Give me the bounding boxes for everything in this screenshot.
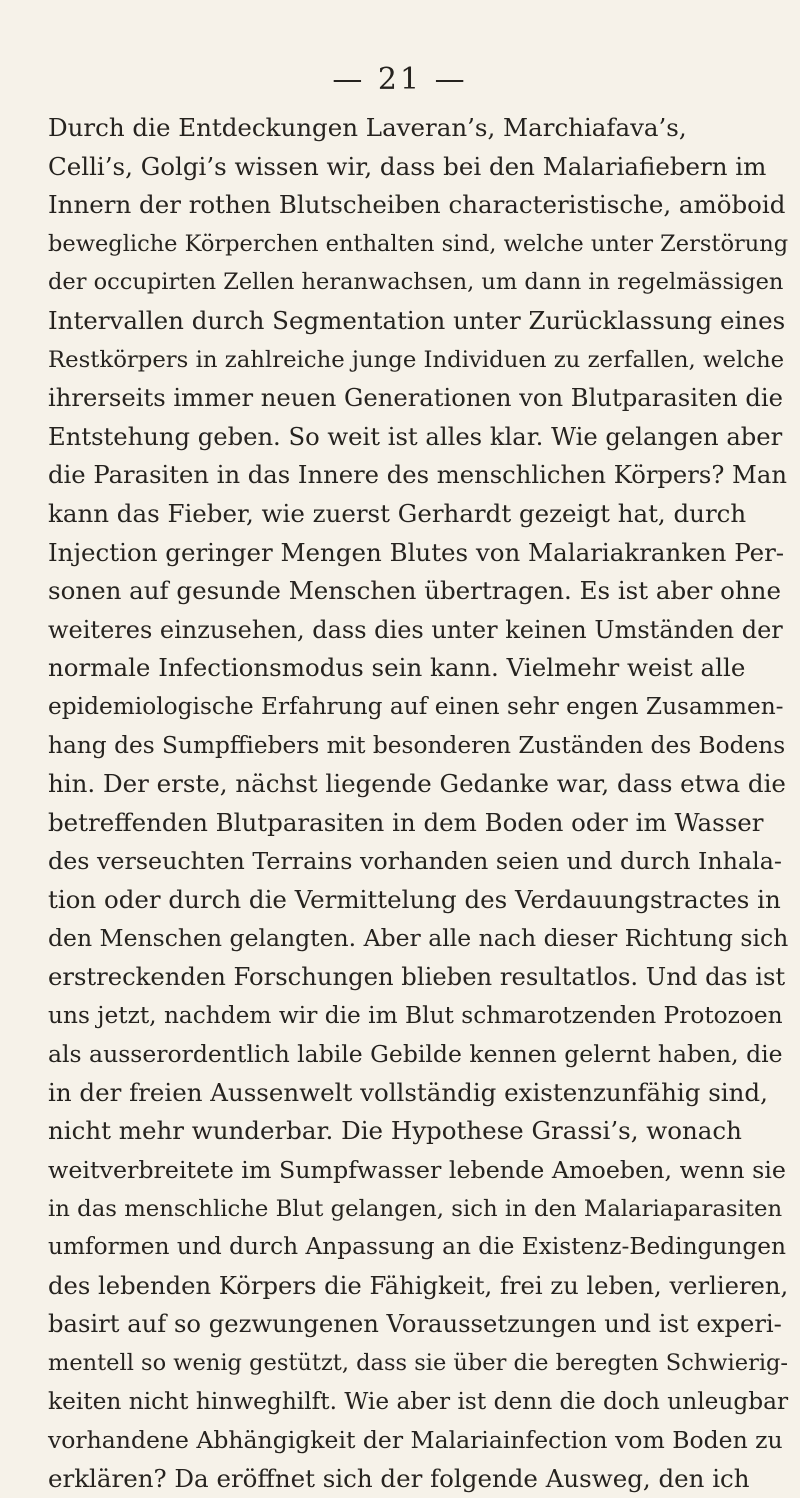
text-line: hang des Sumpffiebers mit besonderen Zuständen des Bodens [48,731,786,759]
text-line: Entstehung geben. So weit ist alles klar. Wie gelangen aber [48,421,783,451]
text-line: nicht mehr wunderbar. Die Hypothese Grassi’s, wonach [48,1116,742,1146]
text-line: des lebenden Körpers die Fähigkeit, frei zu leben, verlieren, [48,1270,789,1300]
text-line: erstreckenden Forschungen blieben resultatlos. Und das ist [48,962,786,992]
text-line: Injection geringer Mengen Blutes von Malariakranken Per- [48,537,785,567]
text-line: weiteres einzusehen, dass dies unter keinen Umständen der [48,615,783,644]
text-line: die Parasiten in das Innere des menschlichen Körpers? Man [48,460,787,490]
text-line: basirt auf so gezwungenen Voraussetzungen und ist experi- [48,1309,782,1339]
text-line: betreffenden Blutparasiten in dem Boden oder im Wasser [48,807,764,837]
text-line: vorhandene Abhängigkeit der Malariainfection vom Boden zu [48,1426,783,1455]
text-line: in der freien Aussenwelt vollständig existenzunfähig sind, [48,1077,768,1107]
text-line: tion oder durch die Vermittelung des Verdauungstractes in [48,884,781,914]
text-line: Celli’s, Golgi’s wissen wir, dass bei den Malariafiebern im [48,151,767,181]
text-line: umformen und durch Anpassung an die Existenz-Bedingungen [48,1233,786,1261]
text-line: kann das Fieber, wie zuerst Gerhardt gezeigt hat, durch [48,498,747,528]
text-line: Durch die Entdeckungen Laveran’s, Marchiafava’s, [48,113,687,142]
text-line: mentell so wenig gestützt, dass sie über die beregten Schwierig- [48,1350,789,1376]
text-line: in das menschliche Blut gelangen, sich in den Malariaparasiten [48,1195,783,1222]
text-line: normale Infectionsmodus sein kann. Vielmehr weist alle [48,653,746,683]
page-number: — 21 — [332,62,468,97]
text-line: uns jetzt, nachdem wir die im Blut schmarotzenden Protozoen [48,1001,783,1029]
text-line: des verseuchten Terrains vorhanden seien und durch Inhala- [48,847,782,876]
text-line: epidemiologische Erfahrung auf einen sehr engen Zusammen- [48,692,784,720]
body-text [48,109,788,1498]
text-line: hin. Der erste, nächst liegende Gedanke war, dass etwa die [48,769,786,799]
text-line: weitverbreitete im Sumpfwasser lebende Amoeben, wenn sie [48,1156,786,1185]
text-line: Innern der rothen Blutscheiben characteristische, amöboid [48,190,786,220]
text-line: bewegliche Körperchen enthalten sind, welche unter Zerstörung [48,230,789,257]
text-line: erklären? Da eröffnet sich der folgende Ausweg, den ich [48,1463,750,1493]
text-line: sonen auf gesunde Menschen übertragen. Es ist aber ohne [48,576,781,606]
text-line: den Menschen gelangten. Aber alle nach dieser Richtung sich [48,924,789,953]
text-line: ihrerseits immer neuen Generationen von Blutparasiten die [48,383,784,413]
text-line: als ausserordentlich labile Gebilde kennen gelernt haben, die [48,1040,783,1069]
text-line: Restkörpers in zahlreiche junge Individuen zu zerfallen, welche [48,346,785,373]
text-line: der occupirten Zellen heranwachsen, um dann in regelmässigen [48,269,784,296]
text-line: keiten nicht hinweghilft. Wie aber ist denn die doch unleugbar [48,1387,789,1415]
text-line: Intervallen durch Segmentation unter Zurücklassung eines [48,305,786,335]
